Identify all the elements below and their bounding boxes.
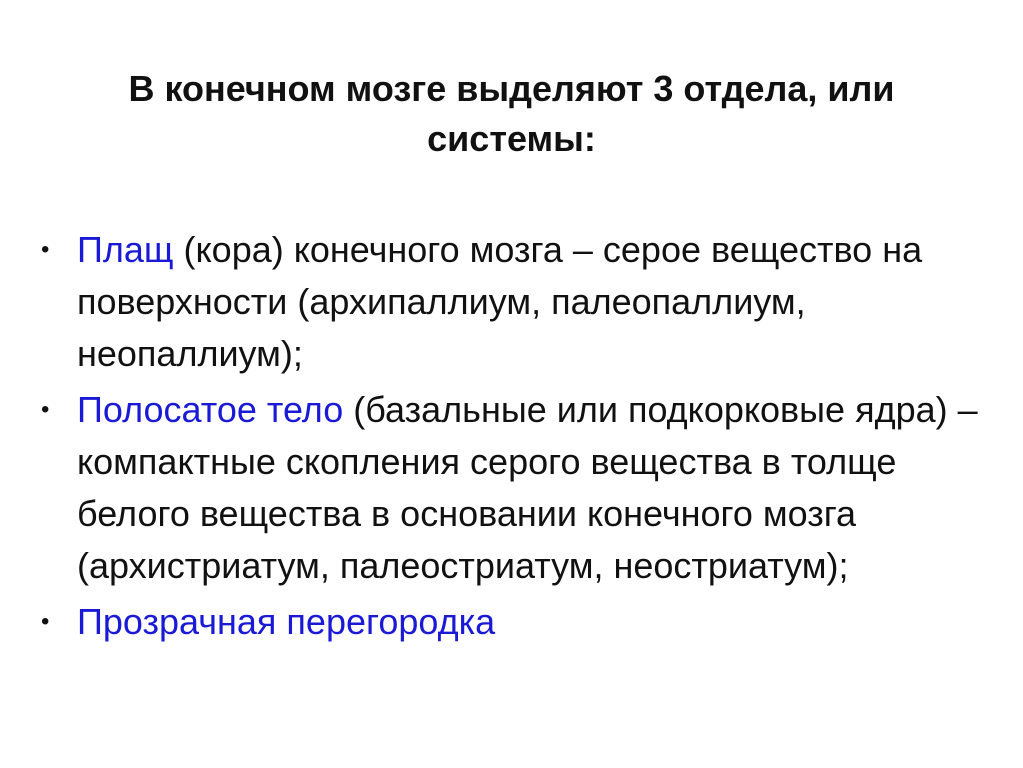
bullet-text: (кора) конечного мозга – серое вещество на поверхности (архипаллиум, палеопаллиум, неопаллиум); xyxy=(77,229,923,374)
bullet-list xyxy=(0,224,1023,652)
bullet-item-polosatoe-telo xyxy=(0,384,1023,592)
bullet-dot-icon: • xyxy=(41,236,50,263)
bullet-dot-icon: • xyxy=(41,396,50,423)
slide-title-line-1: В конечном мозге выделяют 3 отдела, или xyxy=(128,68,895,109)
bullet-term: Прозрачная перегородка xyxy=(77,601,496,642)
bullet-dot-icon: • xyxy=(41,608,50,635)
bullet-term: Плащ xyxy=(77,229,174,270)
bullet-item-prozrachnaya-peregorodka xyxy=(0,596,1023,648)
bullet-item-plashch xyxy=(0,224,1023,380)
bullet-term: Полосатое тело xyxy=(77,389,344,430)
slide-title xyxy=(40,64,983,164)
slide-title-line-2: системы: xyxy=(427,118,596,159)
bullet-text: (базальные или подкорковые ядра) – компактные скопления серого вещества в толще белого вещества в основании конечного мозга (архистриатум, палеостриатум, неостриатум); xyxy=(77,389,978,586)
